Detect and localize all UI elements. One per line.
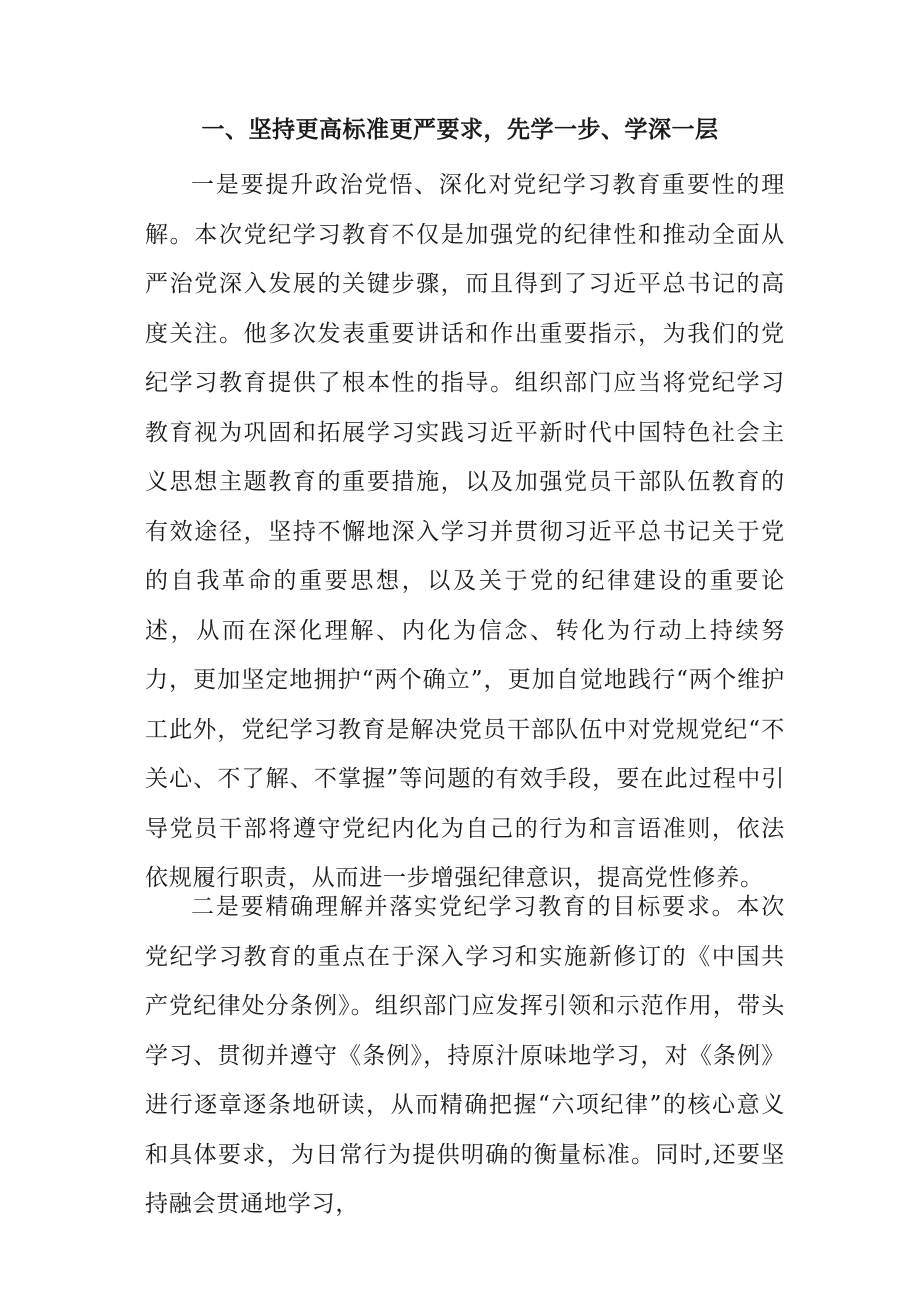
paragraph-political-awareness: 一是要提升政治党悟、深化对党纪学习教育重要性的理解。本次党纪学习教育不仅是加强党的纪律性和推动全面从严治党深入发展的关键步骤，而且得到了习近平总书记的高度关注。他多次发表重要讲话和作出重要指示，为我们的党纪学习教育提供了根本性的指导。组织部门应当将党纪学习教育视为巩固和拓展学习实践习近平新时代中国特色社会主义思想主题教育的重要措施，以及加强党员干部队伍教育的有效途径，坚持不懈地深入学习并贯彻习近平总书记关于党的自我革命的重要思想，以及关于党的纪律建设的重要论述，从而在深化理解、内化为信念、转化为行动上持续努力，更加坚定地拥护“两个确立”，更加自觉地践行“两个维护工此外，党纪学习教育是解决党员干部队伍中对党规党纪“不关心、不了解、不掌握”等问题的有效手段，要在此过程中引导党员干部将遵守党纪内化为自己的行为和言语准则，依法依规履行职责，从而进一步增强纪律意识，提高党性修养。	[145, 172, 785, 891]
paragraph-target-requirements: 二是要精确理解并落实党纪学习教育的目标要求。本次党纪学习教育的重点在于深入学习和实施新修订的《中国共产党纪律处分条例》。组织部门应发挥引领和示范作用，带头学习、贯彻并遵守《条例》，持原汁原味地学习，对《条例》进行逐章逐条地研读，从而精确把握“六项纪律”的核心意义和具体要求，为日常行为提供明确的衡量标准。同时,还要坚持融会贯通地学习，	[145, 894, 785, 1217]
section-heading: 一、坚持更高标准更严要求，先学一步、学深一层	[201, 117, 719, 143]
